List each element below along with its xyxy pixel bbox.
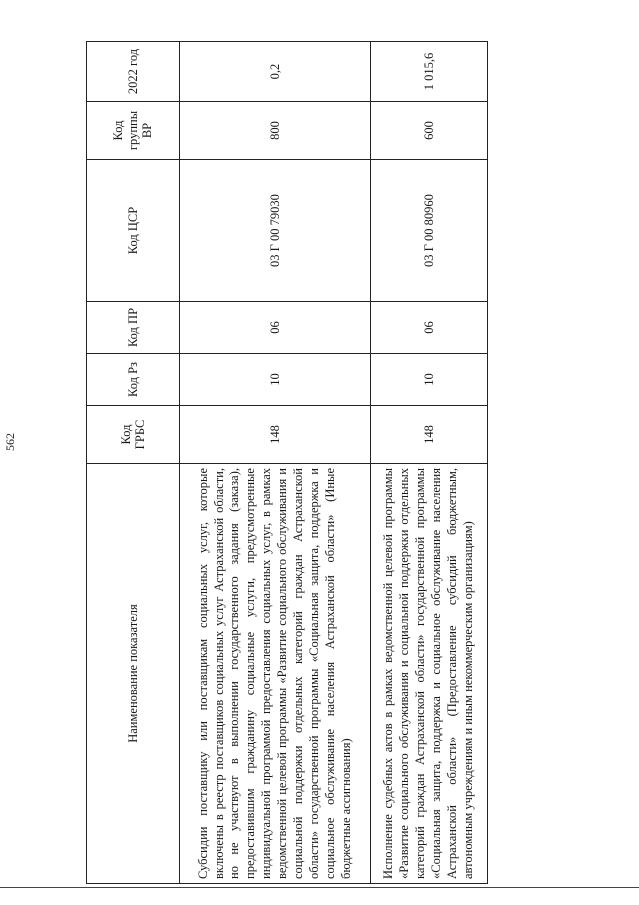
row-year: 1 015,6: [371, 42, 488, 102]
row-year: 0,2: [180, 42, 371, 102]
row-rz: 10: [180, 354, 371, 406]
header-csr: Код ЦСР: [87, 160, 180, 302]
header-rz: Код Рз: [87, 354, 180, 406]
header-grbs: Код ГРБС: [87, 406, 180, 464]
table-row: [371, 42, 488, 884]
row-grbs: 148: [180, 406, 371, 464]
table-header-row: [87, 42, 180, 884]
budget-table: [86, 41, 488, 884]
row-grbs: 148: [371, 406, 488, 464]
row-csr: 03 Г 00 79030: [180, 160, 371, 302]
footer-rule: [0, 887, 639, 888]
row-csr: 03 Г 00 80960: [371, 160, 488, 302]
table-row: [180, 42, 371, 884]
row-rz: 10: [371, 354, 488, 406]
row-vr: 600: [371, 102, 488, 160]
header-name: Наименование показателя: [87, 464, 180, 884]
row-name: Субсидии поставщику или поставщикам социальных услуг, которые включены в реестр поставщиков социальных услуг Астраханской области, но не участвуют в выполнении государственного задания (заказа), предоставившим гражданину социальные услуги, предусмотренные индивидуальной программой предоставления социальных услуг, в рамках ведомственной целевой программы «Развитие социального обслуживания и социальной поддержки отдельных категорий граждан Астраханской области» государственной программы «Социальная защита, поддержка и социальное обслуживание населения Астраханской области» (Иные бюджетные ассигнования): [180, 464, 371, 884]
page-number: 562: [3, 433, 17, 451]
row-pr: 06: [180, 302, 371, 354]
row-vr: 800: [180, 102, 371, 160]
budget-table-rotated: [86, 42, 488, 884]
header-year: 2022 год: [87, 42, 180, 102]
row-name: Исполнение судебных актов в рамках ведомственной целевой программы «Развитие социального обслуживания и социальной поддержки отдельных категорий граждан Астраханской области» государственной программы «Социальная защита, поддержка и социальное обслуживание населения Астраханской области» (Предоставление субсидий бюджетным, автономным учреждениям и иным некоммерческим организациям): [371, 464, 488, 884]
header-vr: Код группы ВР: [87, 102, 180, 160]
row-pr: 06: [371, 302, 488, 354]
header-pr: Код ПР: [87, 302, 180, 354]
